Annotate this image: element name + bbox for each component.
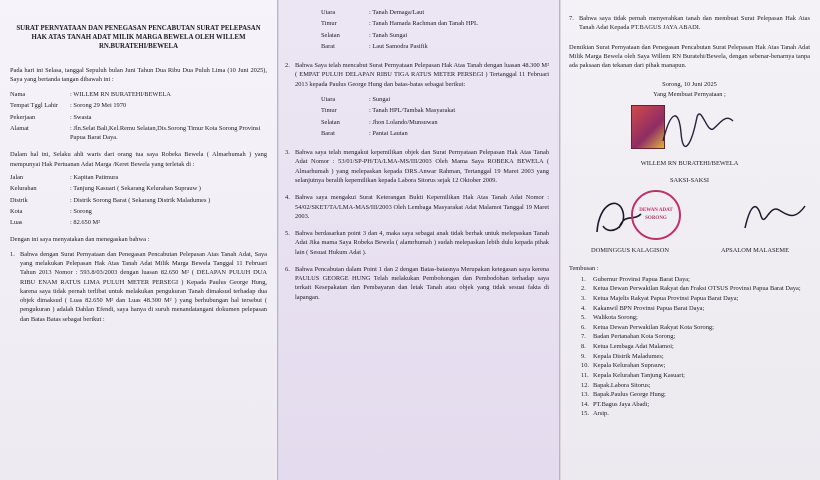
cc-text: Badan Pertanahan Kota Sorong; [593, 333, 676, 341]
statement-list-2 [285, 61, 549, 302]
field-value: : Tanjung Kasuari ( Sekarang Kelurahan Suprauw ) [70, 185, 201, 193]
cc-item [581, 361, 810, 371]
cc-number: 15. [581, 410, 589, 418]
field-value: : Jln.Selat Bali,Kel.Remu Selatan,Dis.Sorong Timur Kota Sorong Provinsi Papua Barat Daya. [70, 124, 261, 142]
cc-number: 5. [581, 314, 586, 322]
field-label: Kota [10, 207, 23, 215]
document-page-3 [561, 0, 820, 480]
item-text: Bahwa berdasarkan point 3 dan 4, maka saya sebagai anak tidak berhak untuk melepaskan Tanah Adat Jika mama Saya Robeka Bewela ( alamrhumah ) sudah melepaskan lebih dulu kepada pihak lain ( Sesuai Hukum Adat ). [295, 230, 549, 256]
closing-paragraph: Demikian Surat Pernyataan dan Penegasan Pencabutan Surat Pelepasan Hak Atas Tanah Adat Milik Marga Bewela oleh Saya Willem RN Buratehi/Bewela, dengan sebenar-benarnya tanpa ada paksaan dan tekanan dari pihak manapun. [569, 43, 810, 70]
cc-item [581, 332, 810, 342]
cc-number: 8. [581, 343, 586, 351]
border-list-a [321, 8, 549, 51]
signer-name: WILLEM RN BURATEHI/BEWELA [640, 159, 739, 167]
cc-number: 11. [581, 371, 589, 379]
statement-list-1 [10, 250, 267, 324]
item-number: 3. [285, 149, 290, 157]
cc-number: 3. [581, 295, 586, 303]
field-label: Timur [321, 20, 337, 28]
cc-number: 9. [581, 352, 586, 360]
field-row [321, 106, 549, 115]
field-value: : Pantai Lautan [369, 129, 408, 137]
cc-text: Kakanwil BPN Provinsi Papua Barat Daya; [593, 304, 705, 312]
stamp-text: DEWAN ADAT SORONG [639, 208, 673, 221]
cc-number: 7. [581, 333, 586, 341]
field-value: : 82.650 M² [70, 219, 101, 227]
item-text: Bahwa saya telah mengakui kepemilikan objek dan Surat Pernyataan Pelepasan Hak Atas Tanah Adat Nomor : 53/01/SP-PH/TA/LMA-MS/III/2003 Oleh Mama Saya ROBEKA BEWELA ( Almarhumah ) yang melepaskan kepada DRS.Anwar Rahman, Tertanggal 19 Maret 2003 yang selanjutnya beralih kepemilikan kepada Labora Sitorus sejak 12 Oktober 2009. [295, 149, 549, 184]
location-block [10, 173, 267, 227]
field-label: Alamat [10, 124, 29, 132]
cc-item [581, 342, 810, 352]
item-number: 2. [285, 62, 290, 70]
cc-item [581, 381, 810, 391]
cc-text: Gubernur Provinsi Papua Barat Daya; [593, 275, 690, 283]
field-row [321, 95, 549, 104]
cc-item [581, 284, 810, 294]
witness-names [569, 246, 810, 256]
cc-number: 12. [581, 381, 589, 389]
cc-text: Ketua Dewan Perwakilan Rakyat dan Fraksi OTSUS Provinsi Papua Barat Daya; [593, 285, 801, 293]
cc-number: 2. [581, 285, 586, 293]
statement-item [285, 148, 549, 185]
signer-role: Yang Membuat Pernyataan ; [653, 90, 726, 98]
heir-paragraph: Dalam hal ini, Selaku ahli waris dari orang tua saya Robeka Bewela ( Almarhumah ) yang mempunyai Hak Pertuanan Adat Marga /Keret Bewela yang terletak di : [10, 151, 267, 168]
item-text: Bahwa saya mengakui Surat Keterangan Bukti Kepemilikan Hak Atas Tanah Adat Nomor : 54/02/SKET/TA/LMA-MAS/III/2003 Oleh Lembaga Masyarakat Adat Malamoi Tanggal 19 Maret 2003. [295, 194, 549, 220]
field-value: : Laut Samodra Pasifik [369, 42, 428, 50]
cc-text: Arsip. [593, 410, 609, 418]
item-number: 4. [285, 194, 290, 202]
intro-paragraph: Pada hari ini Selasa, tanggal Sepuluh bulan Juni Tahun Dua Ribu Dua Puluh Lima (10 Juni 2025), Saya yang bertanda tangan dibawah ini : [10, 66, 267, 83]
cc-number: 13. [581, 391, 589, 399]
cc-text: Ketua Dewan Perwakilan Rakyat Kota Sorong; [593, 323, 714, 331]
border-list-b [321, 95, 549, 138]
cc-text: Kepala Distrik Maladumes; [593, 352, 664, 360]
cc-text: Kepala Kelurahan Suprauw; [593, 362, 666, 370]
field-row [10, 207, 267, 216]
field-label: Jalan [10, 174, 24, 182]
item-text: Bahwa Pencabutan dalam Point 1 dan 2 dengan Batas-batasnya Merupakan ketegasan saya kerena PAULUS GEORGE HUNG Telah melakukan Pembohongan dan Pembodohan terhadap saya terkait Kesepakatan dan Pembayaran dan letak Tanah atau objek yang tidak sesuai fakta di lapangan. [295, 265, 549, 301]
field-label: Tempat Tggl Lahir [10, 102, 59, 110]
field-value: : WILLEM RN BURATEHI/BEWELA [70, 91, 171, 99]
field-row [321, 42, 549, 51]
statement-item [569, 14, 810, 33]
field-row [10, 101, 267, 110]
field-value: : Tanah Demaga/Laut [369, 9, 425, 16]
document-page-1 [0, 0, 278, 480]
field-row [10, 124, 267, 143]
cc-item [581, 294, 810, 304]
cc-item [581, 371, 810, 381]
field-row [10, 218, 267, 227]
witness-title: SAKSI-SAKSI [669, 177, 710, 185]
field-row [321, 129, 549, 138]
field-label: Nama [10, 91, 26, 99]
field-label: Barat [321, 129, 335, 137]
field-label: Luas [10, 219, 23, 227]
item-number: 5. [285, 230, 290, 238]
field-row [10, 196, 267, 205]
cc-title: Tembusan : [569, 264, 599, 272]
statement-item [285, 61, 549, 89]
item-text: Bahwa Saya telah mencabut Surat Pernyataan Pelepasan Hak Atas Tanah dengan luasan 48.300 M² ( EMPAT PULUH DELAPAN RIBU TIGA RATUS METER PERSEGI ) Tertanggal 11 Februari 2013 kepada Paulus George Hung dan batas-batas sebagai berikut: [295, 62, 549, 88]
field-label: Selatan [321, 31, 340, 39]
cc-item [581, 304, 810, 314]
field-label: Kelurahan [10, 185, 37, 193]
field-label: Timur [321, 107, 337, 115]
title-line-3: RN.BURATEHI/BEWELA [99, 43, 178, 51]
field-label: Barat [321, 42, 335, 50]
cc-text: Bapak.Labora Sitorus; [593, 381, 651, 389]
field-row [321, 31, 549, 40]
field-value: : Swasta [70, 113, 92, 121]
place-date: Sorong, 10 Juni 2025 [662, 81, 717, 89]
cc-number: 1. [581, 275, 586, 283]
cc-number: 4. [581, 304, 586, 312]
field-value: : Sorong [70, 207, 92, 215]
field-row [321, 118, 549, 127]
item-text: Bahwa dengan Surat Pernyataan dan Penegasan Pencabutan Pelepasan Atas Tanah Adat, Saya yang melakukan Pelepasan Hak Atas Tanah Adat Milik Marga Bewela Tanggal 11 Februari Tahun 2013 Nomor : 593.8/03/2003 dengan luasan 82.650 M² ( DELAPAN PULUH DUA RIBU ENAM RATUS LIMA PULUH METER PERSEGI ) Kepada Paulus George Hung, karena saya tidak pernah terlibat untuk melakukan pengukuran Tanah dimaksud terhadap dua objek dimaksud ( Luas 82.650 M² dan Luas 48.300 M² ) yang berhubungan hal tersebut ( pengukuran ) adalah Dahlan Efendi, saya hanya di suruh menandatangani dokumen pelepasan dan Batas Batas sebagai berikut : [20, 250, 267, 323]
statement-item [285, 229, 549, 257]
witness-name-2: APSALOM MALASEME [721, 246, 789, 254]
title-line-2: HAK ATAS TANAH ADAT MILIK MARGA BEWELA OLEH WILLEM [31, 34, 246, 42]
statement-item [10, 250, 267, 324]
cc-text: Kepala Kelurahan Tanjung Kasuari; [593, 371, 685, 379]
cc-text: Walikota Sorong; [593, 314, 638, 322]
cc-item [581, 390, 810, 400]
field-row [321, 8, 549, 17]
cc-list [581, 275, 810, 419]
field-label: Pekerjaan [10, 113, 36, 121]
signature-icon [657, 103, 737, 153]
field-row [10, 184, 267, 193]
cc-text: Ketua Majelis Rakyat Papua Provinsi Papua Barat Daya; [593, 295, 739, 303]
field-value: : Sorong 29 Mei 1970 [70, 102, 127, 110]
statement-item [285, 193, 549, 221]
field-value: : Tanah Hamada Rachman dan Tanah HPL [369, 20, 478, 28]
cc-item [581, 352, 810, 362]
statement-item [285, 265, 549, 302]
field-value: : Sungai [369, 95, 391, 103]
field-label: Utara [321, 9, 336, 16]
seal-stamp-icon [631, 190, 681, 240]
cc-item [581, 275, 810, 285]
cc-item [581, 323, 810, 333]
declaration-paragraph: Dengan ini saya menyatakan dan menegaskan bahwa : [10, 236, 150, 244]
cc-item [581, 313, 810, 323]
field-value: : Tanah HPL/Tambak Masyarakat [369, 107, 456, 115]
cc-item [581, 400, 810, 410]
cc-number: 6. [581, 323, 586, 331]
field-row [10, 113, 267, 122]
field-label: Utara [321, 95, 336, 103]
witness-name-1: DOMINGGUS KALAGISON [591, 246, 669, 254]
witness-signature-area [569, 188, 810, 246]
cc-text: PT.Bagus Jaya Abadi; [593, 400, 650, 408]
item-number: 6. [285, 265, 290, 273]
cc-number: 14. [581, 400, 589, 408]
document-page-2 [279, 0, 560, 480]
field-label: Distrik [10, 196, 28, 204]
item-number: 1. [10, 250, 15, 258]
document-title [10, 24, 267, 52]
field-row [10, 90, 267, 99]
cc-text: Ketua Lembaga Adat Malamoi; [593, 343, 674, 351]
field-value: : Distrik Sorong Barat ( Sekarang Distrik Maladumes ) [70, 196, 211, 204]
field-row [10, 173, 267, 182]
identity-block [10, 90, 267, 142]
statement-list-3 [569, 14, 810, 33]
field-row [321, 19, 549, 28]
field-value: : Jhon Lolando/Munsuwan [369, 118, 438, 126]
cc-number: 10. [581, 362, 589, 370]
field-value: : Kapitan Patimura [70, 174, 119, 182]
signature-icon [739, 194, 809, 240]
cc-text: Bapak.Paulus George Hung; [593, 391, 666, 399]
field-value: : Tanah Sungai [369, 31, 408, 39]
signer-signature-area [569, 101, 810, 159]
title-line-1: SURAT PERNYATAAN DAN PENEGASAN PENCABUTAN SURAT PELEPASAN [16, 25, 261, 32]
cc-item [581, 409, 810, 419]
item-text: Bahwa saya tidak pernah menyerahkan tanah dan membuat Surat Pelepasan Hak Atas Tanah Adat Kepada PT.BAGUS JAYA ABADI. [579, 15, 810, 32]
item-number: 7. [569, 15, 574, 22]
field-label: Selatan [321, 118, 340, 126]
